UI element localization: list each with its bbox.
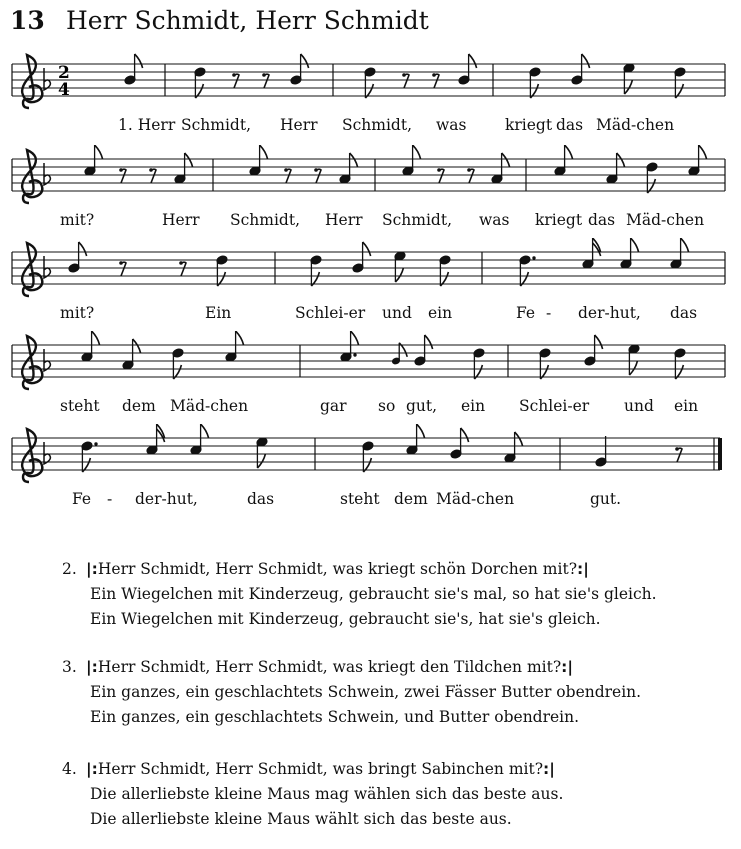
verse-line: Ein Wiegelchen mit Kinderzeug, gebraucht sie's mal, so hat sie's gleich. (90, 585, 657, 603)
lyric-syllable: der-hut, (578, 304, 641, 322)
note (340, 331, 359, 362)
lyric-syllable: steht (60, 397, 100, 415)
note-flag (565, 145, 573, 159)
note-dot (353, 353, 356, 356)
eighth-rest-dot (232, 73, 236, 77)
note (688, 145, 707, 176)
flat-key-signature (44, 349, 50, 371)
note (504, 432, 523, 463)
lyrics-line-1 (0, 116, 741, 138)
note-flag (79, 242, 87, 256)
note (394, 251, 406, 282)
eighth-rest-dot (179, 261, 183, 265)
verse-number: 2. (62, 560, 77, 578)
lyric-syllable: Herr (325, 211, 363, 229)
lyrics-line-3 (0, 304, 741, 326)
lyric-syllable: was (479, 211, 510, 229)
repeat-open-sign: |: (86, 760, 98, 778)
lyric-syllable: kriegt (505, 116, 553, 134)
eighth-rest-dot (119, 261, 123, 265)
repeat-open-sign: |: (86, 560, 98, 578)
eighth-rest-dot (314, 168, 318, 172)
verse-line: Ein ganzes, ein geschlachtets Schwein, zwei Fässer Butter obendrein. (90, 683, 642, 701)
treble-clef (22, 336, 42, 389)
treble-clef (22, 429, 42, 482)
note-flag (395, 268, 403, 282)
flat-key-signature (44, 163, 50, 185)
lyric-syllable: mit? (60, 304, 95, 322)
note (606, 153, 625, 184)
verse-4 (62, 757, 563, 832)
note-flag (582, 54, 590, 68)
eighth-rest-dot (284, 168, 288, 172)
lyric-syllable: ein (674, 397, 699, 415)
lyric-syllable: und (382, 304, 412, 322)
lyric-syllable: Mäd-chen (626, 211, 705, 229)
lyrics-line-4 (0, 397, 741, 419)
note (491, 153, 510, 184)
note-flag (260, 145, 268, 159)
flat-key-signature (44, 68, 50, 90)
note-flag (624, 80, 632, 94)
lyric-syllable: Mäd-chen (170, 397, 249, 415)
lyric-syllable: mit? (60, 211, 95, 229)
lyric-syllable: dem (394, 490, 428, 508)
lyrics-line-2 (0, 211, 741, 233)
flat-key-signature (44, 442, 50, 464)
song-number: 13 (10, 6, 45, 35)
note-flag (595, 335, 603, 349)
note (646, 162, 658, 193)
treble-clef (22, 55, 42, 108)
lyric-syllable: Ein (205, 304, 232, 322)
treble-clef (22, 150, 42, 203)
lyric-syllable: das (588, 211, 616, 229)
lyric-syllable: - (107, 490, 113, 508)
note (670, 238, 689, 269)
lyrics-line-5 (0, 490, 741, 512)
note-flag (461, 428, 469, 442)
note-flag (95, 145, 103, 159)
note (628, 344, 640, 375)
note (623, 63, 635, 94)
note-flag (425, 335, 433, 349)
flat-key-signature (44, 256, 50, 278)
note-flag (413, 145, 421, 159)
note (406, 424, 425, 455)
note (539, 348, 551, 379)
note-dot (94, 442, 97, 445)
note (225, 331, 244, 362)
note-flag (629, 361, 637, 375)
lyric-syllable: Mäd-chen (596, 116, 675, 134)
lyric-syllable: Mäd-chen (436, 490, 515, 508)
verse-line: Herr Schmidt, Herr Schmidt, was bringt Sabinchen mit? (97, 760, 544, 778)
repeat-close-sign: :| (577, 560, 589, 578)
note (582, 238, 601, 269)
note-flag (201, 424, 209, 438)
verse-3 (62, 655, 641, 730)
verse-number: 4. (62, 760, 77, 778)
lyric-syllable: Fe (516, 304, 536, 322)
lyric-syllable: Schlei-er (519, 397, 590, 415)
eighth-rest-dot (432, 73, 436, 77)
note (174, 153, 193, 184)
repeat-open-sign: |: (86, 658, 98, 676)
note-flag (417, 424, 425, 438)
note (674, 67, 686, 98)
song-title: Herr Schmidt, Herr Schmidt (66, 6, 429, 35)
note (122, 339, 141, 370)
note-flag (699, 145, 707, 159)
note (190, 424, 209, 455)
note (146, 424, 165, 455)
lyric-syllable: gut, (406, 397, 438, 415)
lyric-syllable: gut. (590, 490, 622, 508)
note (172, 348, 184, 379)
note-flag (92, 331, 100, 345)
repeat-close-sign: :| (543, 760, 555, 778)
eighth-rest-dot (402, 73, 406, 77)
lyric-syllable: ein (428, 304, 453, 322)
note-flag (631, 238, 639, 252)
lyric-syllable: Schmidt, (382, 211, 453, 229)
lyric-syllable: Schmidt, (230, 211, 301, 229)
time-signature-top: 2 (58, 63, 70, 83)
lyric-syllable: Herr (162, 211, 200, 229)
lyric-syllable: kriegt (535, 211, 583, 229)
note (256, 437, 268, 468)
eighth-rest-dot (262, 73, 266, 77)
note-flag (515, 432, 523, 446)
lyric-syllable: gar (320, 397, 347, 415)
note-flag (681, 238, 689, 252)
note (339, 153, 358, 184)
note-flag (135, 54, 143, 68)
note (473, 348, 485, 379)
note-flag (502, 153, 510, 167)
note (674, 348, 686, 379)
lyric-syllable: ein (461, 397, 486, 415)
eighth-rest-dot (149, 168, 153, 172)
verse-line: Ein ganzes, ein geschlachtets Schwein, und Butter obendrein. (90, 708, 580, 726)
lyric-syllable: das (556, 116, 584, 134)
note (362, 441, 374, 472)
note (595, 436, 607, 467)
lyric-syllable: - (546, 304, 552, 322)
note-flag (185, 153, 193, 167)
note-flag (236, 331, 244, 345)
note-flag (617, 153, 625, 167)
lyric-syllable: der-hut, (135, 490, 198, 508)
treble-clef (22, 243, 42, 296)
note (402, 145, 421, 176)
note-flag (301, 54, 309, 68)
verse-line: Die allerliebste kleine Maus mag wählen sich das beste aus. (90, 785, 564, 803)
note (439, 255, 451, 286)
note-flag (350, 153, 358, 167)
verse-line: Ein Wiegelchen mit Kinderzeug, gebraucht sie's, hat sie's gleich. (90, 610, 601, 628)
repeat-close-sign: :| (561, 658, 574, 676)
note (554, 145, 573, 176)
note (529, 67, 541, 98)
verse-line: Die allerliebste kleine Maus wählt sich das beste aus. (90, 810, 512, 828)
verse-line: Herr Schmidt, Herr Schmidt, was kriegt den Tildchen mit? (97, 658, 562, 676)
note-flag (469, 54, 477, 68)
lyric-syllable: was (436, 116, 467, 134)
verse-line: Herr Schmidt, Herr Schmidt, was kriegt schön Dorchen mit? (97, 560, 577, 578)
verse-2 (62, 557, 657, 632)
lyric-syllable: so (378, 397, 396, 415)
eighth-rest-dot (119, 168, 123, 172)
note-flag (351, 331, 359, 345)
note (84, 145, 103, 176)
note-flag (257, 454, 265, 468)
note-dot (532, 256, 535, 259)
lyric-syllable: und (624, 397, 654, 415)
verse-number: 3. (62, 658, 77, 676)
lyric-syllable: steht (340, 490, 380, 508)
time-signature-bottom: 4 (58, 80, 70, 100)
eighth-rest-dot (467, 168, 471, 172)
note (364, 67, 376, 98)
lyric-syllable: Herr (280, 116, 318, 134)
note (216, 255, 228, 286)
lyric-syllable: das (247, 490, 275, 508)
song-heading (10, 6, 429, 35)
note-flag (133, 339, 141, 353)
lyric-syllable: 1. Herr (118, 116, 176, 134)
lyric-syllable: Schmidt, (181, 116, 252, 134)
eighth-rest-dot (675, 447, 679, 451)
note-flag (363, 242, 371, 256)
lyric-syllable: Fe (72, 490, 92, 508)
lyric-syllable: Schmidt, (342, 116, 413, 134)
note (81, 331, 100, 362)
note (194, 67, 206, 98)
note (249, 145, 268, 176)
lyric-syllable: das (670, 304, 698, 322)
note (310, 255, 322, 286)
lyric-syllable: Schlei-er (295, 304, 366, 322)
note (620, 238, 639, 269)
eighth-rest-dot (437, 168, 441, 172)
lyric-syllable: dem (122, 397, 156, 415)
